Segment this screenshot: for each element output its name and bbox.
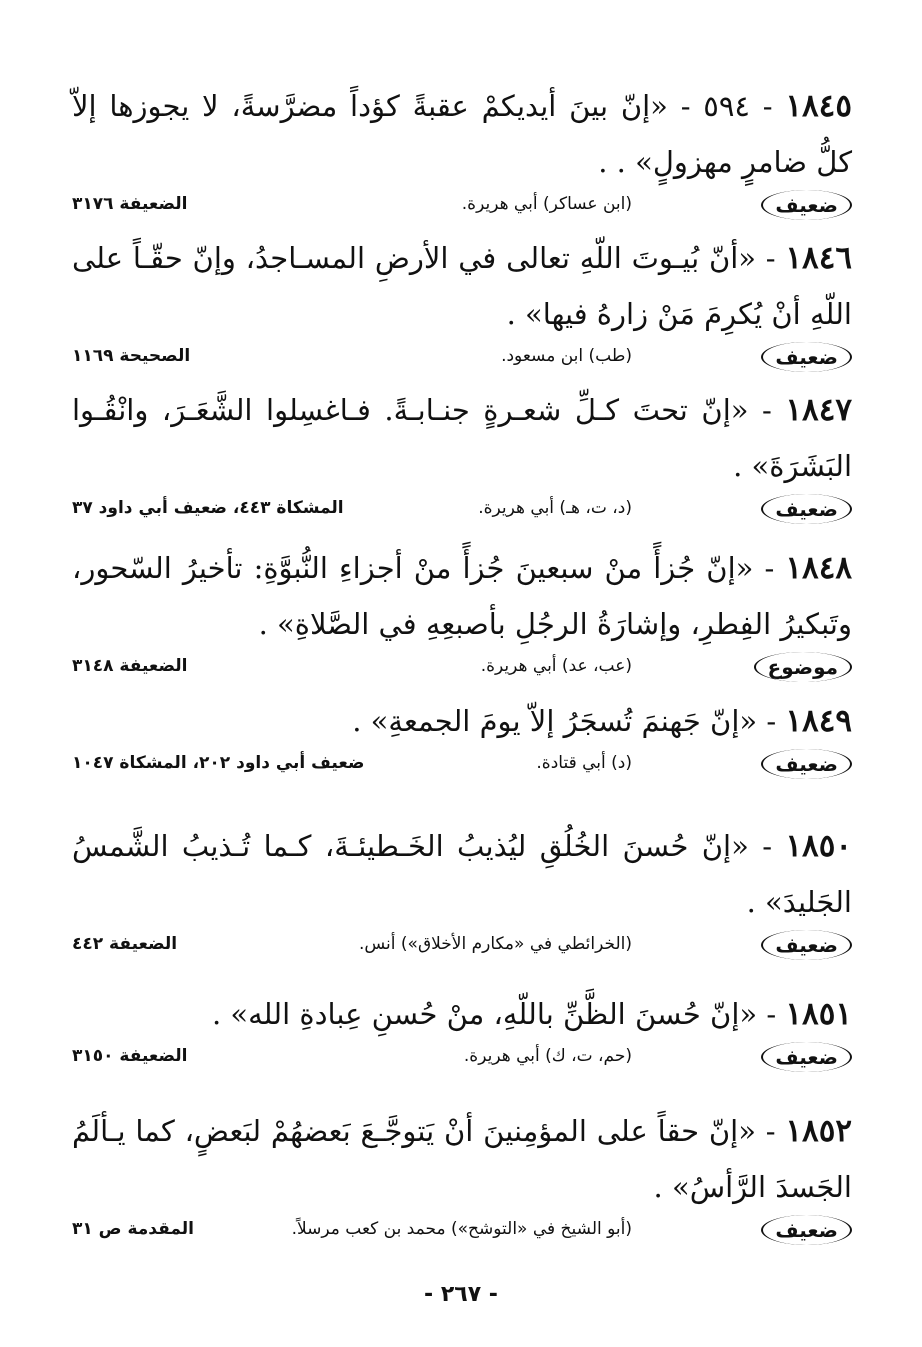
hadith-number: ١٨٤٧ [785, 392, 852, 428]
hadith-body: - «إنّ جَهنمَ تُسجَرُ إلاّ يومَ الجمعةِ» . [352, 704, 777, 738]
source-text: (د) أبي قتادة. [536, 753, 632, 773]
grade-badge: ضعيف [761, 749, 852, 779]
grade-badge: ضعيف [761, 1042, 852, 1072]
hadith-meta [72, 1215, 852, 1255]
source-text: (أبو الشيخ في «التوشح») محمد بن كعب مرسلاً. [291, 1219, 632, 1239]
reference-text: المقدمة ص ٣١ [72, 1219, 194, 1239]
page-number: - ٢٦٧ - [424, 1282, 498, 1307]
reference-text: ضعيف أبي داود ٢٠٢، المشكاة ١٠٤٧ [72, 753, 365, 773]
hadith-text [72, 230, 852, 342]
grade-badge: موضوع [754, 652, 852, 682]
source-text: (طب) ابن مسعود. [501, 346, 632, 366]
hadith-entry-1851 [72, 986, 852, 1082]
reference-text: الضعيفة ٣١٧٦ [72, 194, 188, 214]
hadith-entry-1849 [72, 693, 852, 789]
reference-text: الضعيفة ٣١٥٠ [72, 1046, 188, 1066]
hadith-text [72, 382, 852, 494]
hadith-text [72, 1103, 852, 1215]
source-text: (ابن عساكر) أبي هريرة. [461, 194, 632, 214]
hadith-meta [72, 652, 852, 692]
hadith-meta [72, 342, 852, 382]
grade-badge: ضعيف [761, 494, 852, 524]
hadith-meta [72, 749, 852, 789]
grade-badge: ضعيف [761, 342, 852, 372]
grade-badge: ضعيف [761, 930, 852, 960]
hadith-meta [72, 190, 852, 230]
reference-text: الضعيفة ٣١٤٨ [72, 656, 188, 676]
hadith-body: - «إنّ جُزأً منْ سبعينَ جُزأً منْ أجزاءِ النُّبوَّةِ: تأخيرُ السّحور، وتَبكيرُ الفِطرِ، وإشارَةُ الرجُلِ بأصبعِهِ في الصَّلاةِ» . [72, 551, 852, 641]
source-text: (حم، ت، ك) أبي هريرة. [463, 1046, 632, 1066]
hadith-entry-1852 [72, 1103, 852, 1255]
hadith-text [72, 986, 852, 1042]
hadith-text [72, 540, 852, 652]
hadith-entry-1850 [72, 818, 852, 970]
grade-badge: ضعيف [761, 190, 852, 220]
hadith-body: - «إنّ تحتَ كـلِّ شعـرةٍ جنـابـةً. فـاغسِلوا الشَّعَـرَ، وانْقُـوا البَشَرَةَ» . [72, 393, 852, 483]
hadith-body: - «إنّ حقاً على المؤمِنينَ أنْ يَتوجَّـعَ بَعضهُمْ لبَعضٍ، كما يـألَمُ الجَسدَ الرَّأسُ» . [72, 1114, 852, 1204]
hadith-meta [72, 494, 852, 534]
source-text: (عب، عد) أبي هريرة. [480, 656, 632, 676]
source-text: (د، ت، هـ) أبي هريرة. [478, 498, 632, 518]
hadith-body: - «أنّ بُيـوتَ اللّهِ تعالى في الأرضِ المسـاجدُ، وإنّ حقّـاً على اللّهِ أنْ يُكرِمَ مَنْ زارهُ فيها» . [72, 241, 852, 331]
hadith-entry-1847 [72, 382, 852, 534]
hadith-entry-1848 [72, 540, 852, 692]
hadith-body: - ٥٩٤ - «إنّ بينَ أيديكمْ عقبةً كؤداً مضرَّسةً، لا يجوزها إلاّ كلُّ ضامرٍ مهزولٍ» . . [72, 89, 852, 179]
reference-text: الصحيحة ١١٦٩ [72, 346, 191, 366]
hadith-number: ١٨٥٢ [785, 1113, 852, 1149]
reference-text: المشكاة ٤٤٣، ضعيف أبي داود ٣٧ [72, 498, 344, 518]
hadith-text [72, 693, 852, 749]
hadith-number: ١٨٤٨ [785, 550, 852, 586]
hadith-number: ١٨٤٦ [785, 240, 852, 276]
hadith-entry-1845 [72, 78, 852, 230]
hadith-number: ١٨٥١ [785, 996, 852, 1032]
hadith-entry-1846 [72, 230, 852, 382]
hadith-text [72, 78, 852, 190]
source-text: (الخرائطي في «مكارم الأخلاق») أنس. [358, 934, 632, 954]
hadith-body: - «إنّ حُسنَ الخُلُقِ ليُذيبُ الخَـطيئـةَ، كـما تُـذيبُ الشَّمسُ الجَليدَ» . [72, 829, 852, 919]
hadith-body: - «إنّ حُسنَ الظَّنِّ باللّهِ، منْ حُسنِ عِبادةِ الله» . [211, 997, 777, 1031]
hadith-meta [72, 1042, 852, 1082]
grade-badge: ضعيف [761, 1215, 852, 1245]
hadith-number: ١٨٤٥ [785, 88, 852, 124]
reference-text: الضعيفة ٤٤٢ [72, 934, 178, 954]
hadith-meta [72, 930, 852, 970]
hadith-number: ١٨٤٩ [785, 703, 852, 739]
hadith-text [72, 818, 852, 930]
hadith-number: ١٨٥٠ [785, 828, 852, 864]
